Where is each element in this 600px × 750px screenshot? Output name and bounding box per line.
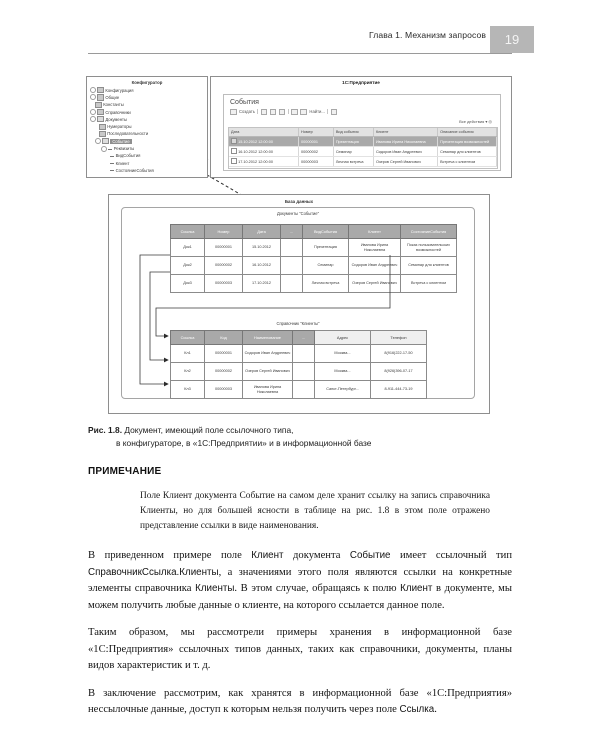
tree-item-label: Реквизиты <box>113 146 135 152</box>
print-icon[interactable] <box>331 109 338 116</box>
expander-icon[interactable] <box>90 87 96 93</box>
tree-item-configuration[interactable] <box>90 87 207 94</box>
cell-description: Презентация возможностей <box>438 137 497 147</box>
cell-phone: 8(926)396-07-17 <box>371 363 427 381</box>
figure-1-8 <box>84 66 512 416</box>
cell-name: Озеров Сергей Иванович <box>243 363 293 381</box>
col-number: Номер <box>205 225 243 239</box>
search-label[interactable]: Найти... <box>309 109 325 115</box>
cell-reference: Док3 <box>171 275 205 293</box>
cell-date: 16.10.2012 <box>243 257 281 275</box>
tree-item-client[interactable] <box>90 159 207 166</box>
cell-event-state: Показ пользовательских возможностей <box>401 239 457 257</box>
col-reference: Ссылка <box>171 331 205 345</box>
cell-event-kind: Презентация <box>303 239 349 257</box>
cell-reference: Док2 <box>171 257 205 275</box>
tree-item-label: Константы <box>103 102 124 108</box>
col-number[interactable]: Номер <box>299 128 334 137</box>
attribute-icon <box>110 156 114 157</box>
attribute-icon <box>110 170 114 171</box>
database-title: База данных <box>284 199 314 204</box>
folder-icon <box>97 94 104 100</box>
cell-date: 17.10.2012 12:00:00 <box>229 157 299 167</box>
numerator-icon <box>99 124 106 130</box>
clients-table-caption: Справочник "Клиенты" <box>276 321 320 326</box>
tree-item-label: Клиент <box>115 160 130 166</box>
cell-phone: 8-911-444-73-19 <box>371 381 427 399</box>
all-actions-menu[interactable] <box>459 119 492 124</box>
col-phone: Телефон <box>371 331 427 345</box>
tree-item-constants[interactable] <box>90 101 207 108</box>
cell-number: 00000001 <box>205 239 243 257</box>
cell-number: 00000001 <box>299 137 334 147</box>
col-name: Наименование <box>243 331 293 345</box>
tree-item-event-document[interactable] <box>90 138 207 145</box>
search-icon[interactable] <box>300 109 307 116</box>
cell-client: Озеров Сергей Иванович <box>373 157 437 167</box>
note-heading: ПРИМЕЧАНИЕ <box>88 466 162 477</box>
cell-client: Озеров Сергей Иванович <box>349 275 401 293</box>
all-actions-label: Все действия <box>459 119 485 124</box>
paragraph-3: В заключение рассмотрим, как хранятся в информационной базе «1С:Предприятия» нессылочные данные, доступ к которым нельзя получить через поле Ссылка. <box>88 687 512 716</box>
sequence-icon <box>99 131 106 137</box>
table-row[interactable] <box>229 137 497 147</box>
cell-client: Сидоров Иван Андреевич <box>373 147 437 157</box>
configurator-title: Конфигуратор <box>131 79 163 85</box>
cell-kind: Семинар <box>333 147 373 157</box>
posted-icon <box>231 138 237 144</box>
figure-label: Рис. 1.8. <box>88 425 123 435</box>
copy-icon[interactable] <box>261 109 268 116</box>
cell-address: Санкт-Петербург... <box>315 381 371 399</box>
cell-description: Встреча с клиентом <box>438 157 497 167</box>
edit-icon[interactable] <box>270 109 277 116</box>
body-text <box>88 548 512 730</box>
database-inner <box>121 207 475 399</box>
col-client: Клиент <box>349 225 401 239</box>
enterprise-window <box>210 76 512 178</box>
cell-event-state: Семинар для клиентов <box>401 257 457 275</box>
col-event-kind: ВидСобытия <box>303 225 349 239</box>
page-number: 19 <box>504 32 520 47</box>
col-kind[interactable]: Вид события <box>333 128 373 137</box>
tree-item-label: Документы <box>105 116 127 122</box>
cell-address: Москва... <box>315 345 371 363</box>
cell-reference: Док1 <box>171 239 205 257</box>
cell-address: Москва... <box>315 363 371 381</box>
configurator-panel <box>86 76 208 178</box>
tree-item-event-kind[interactable] <box>90 152 207 159</box>
list-toolbar <box>230 109 500 116</box>
database-box <box>108 194 490 414</box>
caption-line-2: в конфигураторе, в «1С:Предприятии» и в информационной базе <box>116 437 372 448</box>
list-title: События <box>230 99 259 106</box>
cell-client: Иванова Ирина Николаевна <box>349 239 401 257</box>
tree-item-label: Последовательности <box>107 131 149 137</box>
documents-table-caption: Документы "Событие" <box>276 211 320 216</box>
cell-phone: 8(916)222-17-50 <box>371 345 427 363</box>
figure-caption <box>88 424 512 449</box>
attribute-icon <box>110 163 114 164</box>
col-date: Дата <box>243 225 281 239</box>
tree-item-label: Конфигурация <box>105 87 134 93</box>
col-code: Код <box>205 331 243 345</box>
caption-line-1: Документ, имеющий поле ссылочного типа, <box>124 425 294 435</box>
col-description[interactable]: Описание события <box>438 128 497 137</box>
document-icon <box>97 116 104 122</box>
cell-code: 00000001 <box>205 345 243 363</box>
expander-icon[interactable] <box>90 109 96 115</box>
cell-client: Сидоров Иван Андреевич <box>349 257 401 275</box>
toolbar-separator <box>257 109 258 114</box>
cell-number: 00000002 <box>205 257 243 275</box>
tree-item-numerators[interactable] <box>90 123 207 130</box>
col-ellipsis: … <box>293 331 315 345</box>
cell-code: 00000003 <box>205 381 243 399</box>
configurator-tree <box>90 87 207 175</box>
cell-client: Иванова Ирина Николаевна <box>373 137 437 147</box>
cell-name: Сидоров Иван Андреевич <box>243 345 293 363</box>
tree-item-label: ВидСобытия <box>115 153 141 159</box>
cell-reference: Кл1 <box>171 345 205 363</box>
toolbar-separator <box>327 109 328 114</box>
cell-number: 00000003 <box>299 157 334 167</box>
cell-number: 00000002 <box>299 147 334 157</box>
paragraph-2: Таким образом, мы рассмотрели примеры хранения в информационной базе «1С:Предприятия» ссылочных типов данных, таких как справочники, документы, планы видов характеристик и т. д. <box>88 627 512 672</box>
catalog-icon <box>97 109 104 115</box>
document-icon <box>102 138 109 144</box>
header-rule <box>88 53 512 54</box>
tree-item-attributes[interactable] <box>90 145 207 152</box>
posted-icon <box>231 148 237 154</box>
table-row[interactable] <box>229 147 497 157</box>
cell-name: Иванова Ирина Николаевна <box>243 381 293 399</box>
running-head <box>0 28 600 54</box>
col-event-state: СостояниеСобытия <box>401 225 457 239</box>
create-button-label[interactable]: Создать <box>239 109 255 115</box>
tree-item-documents[interactable] <box>90 116 207 123</box>
config-icon <box>97 87 104 93</box>
cell-event-state: Встреча с клиентом <box>401 275 457 293</box>
cell-reference: Кл2 <box>171 363 205 381</box>
table-row[interactable] <box>229 157 497 167</box>
tree-item-label: Общие <box>105 94 120 100</box>
tree-item-catalogs[interactable] <box>90 108 207 115</box>
tree-item-label: СостояниеСобытия <box>115 167 154 173</box>
create-icon[interactable] <box>230 109 237 116</box>
cell-date: 16.10.2012 12:00:00 <box>229 147 299 157</box>
tree-item-event-state[interactable] <box>90 167 207 174</box>
cell-date: 17.10.2012 <box>243 275 281 293</box>
cell-kind: Презентация <box>333 137 373 147</box>
toolbar-separator <box>288 109 289 114</box>
col-reference: Ссылка <box>171 225 205 239</box>
note-body: Поле Клиент документа Событие на самом деле хранит ссылку на запись справочника Клиенты, но для большей ясности в таблице на рис. 1.8 в этом поле отражено представление ссылки в виде наименования. <box>140 491 490 532</box>
cell-number: 00000003 <box>205 275 243 293</box>
cell-date: 15.10.2012 <box>243 239 281 257</box>
chapter-title: Глава 1. Механизм запросов <box>368 30 486 40</box>
paragraph-1: В приведенном примере поле Клиент документа Событие имеет ссылочный тип СправочникСсылка.Клиенты, а значениями этого поля являются ссылки на конкретные элементы справочника Клиенты. В этом случае, обращаясь к полю Клиент в документе, мы можем получить любые данные о клиенте, на которого ссылается данное поле. <box>88 550 512 611</box>
cell-reference: Кл3 <box>171 381 205 399</box>
expander-icon[interactable] <box>90 116 96 122</box>
attributes-icon <box>108 149 112 150</box>
cell-kind: Личная встреча <box>333 157 373 167</box>
expander-icon[interactable] <box>101 146 107 152</box>
col-address: Адрес <box>315 331 371 345</box>
cell-description: Семинар для клиентов <box>438 147 497 157</box>
grid-header-row <box>229 128 497 137</box>
cell-event-kind: Личная встреча <box>303 275 349 293</box>
col-date[interactable]: Дата <box>229 128 299 137</box>
cell-date: 15.10.2012 12:00:00 <box>229 137 299 147</box>
cell-code: 00000002 <box>205 363 243 381</box>
expander-icon[interactable] <box>90 94 96 100</box>
reference-links <box>122 208 474 398</box>
enterprise-window-body <box>223 94 501 171</box>
tree-item-sequences[interactable] <box>90 130 207 137</box>
posted-icon <box>231 158 237 164</box>
cell-event-kind: Семинар <box>303 257 349 275</box>
expander-icon[interactable] <box>95 138 101 144</box>
col-ellipsis: … <box>281 225 303 239</box>
constant-icon <box>95 102 102 108</box>
post-icon[interactable] <box>291 109 298 116</box>
col-client[interactable]: Клиент <box>373 128 437 137</box>
tree-item-label: Справочники <box>105 109 131 115</box>
delete-icon[interactable] <box>279 109 286 116</box>
tree-item-label: Нумераторы <box>107 124 132 130</box>
chevron-down-icon: ▾ <box>485 119 488 124</box>
enterprise-window-title: 1С:Предприятие <box>342 80 380 85</box>
tree-item-common[interactable] <box>90 94 207 101</box>
help-icon[interactable]: ◎ <box>488 119 492 124</box>
tree-item-label: Событие <box>112 138 130 144</box>
events-grid[interactable] <box>228 127 498 169</box>
